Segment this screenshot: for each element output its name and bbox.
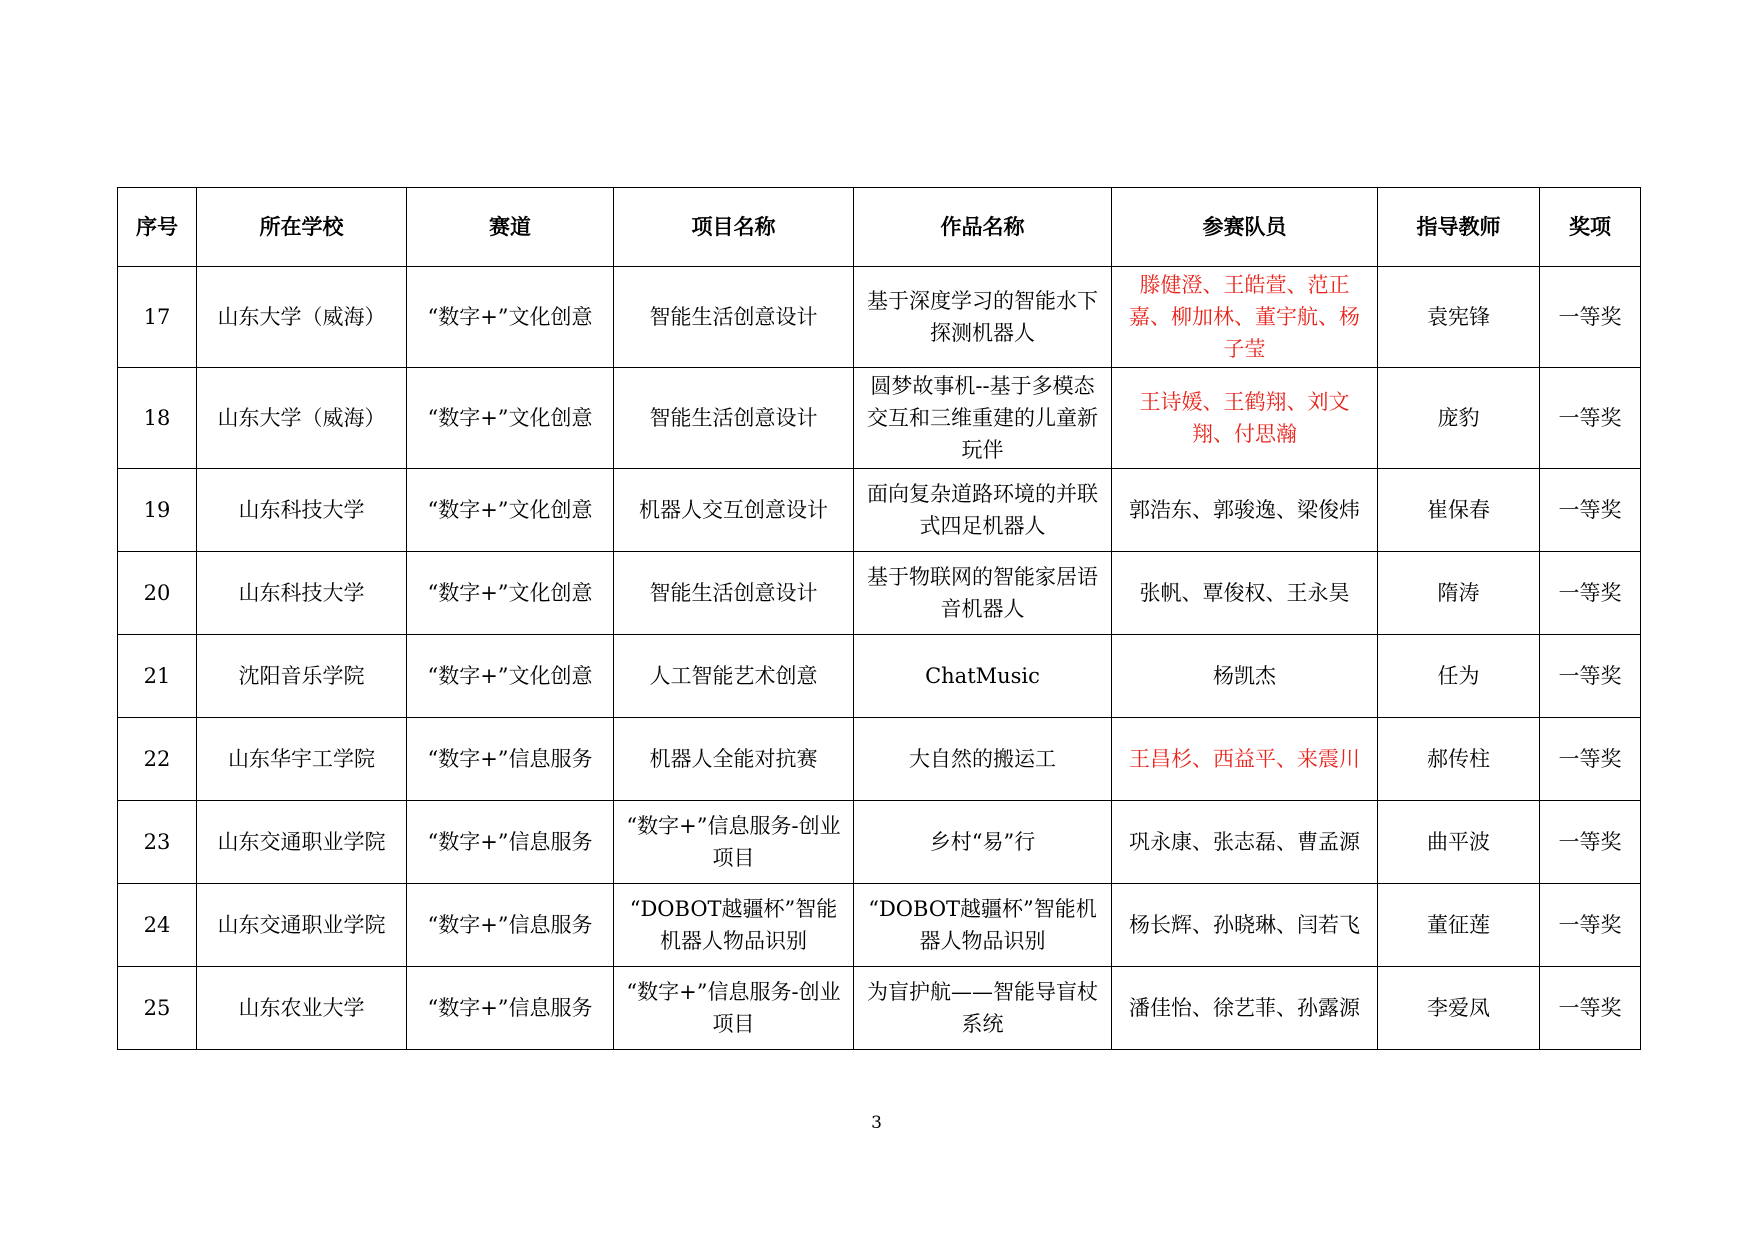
cell-award: 一等奖 (1540, 718, 1641, 801)
cell-school: 山东农业大学 (197, 967, 407, 1050)
cell-school: 沈阳音乐学院 (197, 635, 407, 718)
cell-work: 面向复杂道路环境的并联式四足机器人 (854, 469, 1112, 552)
table-row (118, 552, 1641, 635)
cell-project: 机器人全能对抗赛 (614, 718, 854, 801)
cell-work: 基于深度学习的智能水下探测机器人 (854, 267, 1112, 368)
award-table (117, 187, 1641, 1050)
cell-no: 20 (118, 552, 197, 635)
cell-teacher: 曲平波 (1378, 801, 1540, 884)
table-row (118, 884, 1641, 967)
cell-teacher: 李爱凤 (1378, 967, 1540, 1050)
cell-track: “数字+”信息服务 (407, 967, 614, 1050)
cell-school: 山东大学（威海） (197, 267, 407, 368)
cell-teacher: 隋涛 (1378, 552, 1540, 635)
cell-award: 一等奖 (1540, 267, 1641, 368)
header-award: 奖项 (1540, 188, 1641, 267)
cell-award: 一等奖 (1540, 469, 1641, 552)
cell-track: “数字+”文化创意 (407, 267, 614, 368)
table-row (118, 469, 1641, 552)
header-project: 项目名称 (614, 188, 854, 267)
header-teacher: 指导教师 (1378, 188, 1540, 267)
cell-teacher: 郝传柱 (1378, 718, 1540, 801)
cell-award: 一等奖 (1540, 635, 1641, 718)
cell-no: 21 (118, 635, 197, 718)
cell-members: 滕健澄、王皓萱、范正嘉、柳加林、董宇航、杨子莹 (1112, 267, 1378, 368)
table-row (118, 368, 1641, 469)
cell-members: 张帆、覃俊权、王永昊 (1112, 552, 1378, 635)
cell-project: 智能生活创意设计 (614, 552, 854, 635)
cell-members: 郭浩东、郭骏逸、梁俊炜 (1112, 469, 1378, 552)
cell-no: 19 (118, 469, 197, 552)
cell-track: “数字+”信息服务 (407, 718, 614, 801)
cell-no: 25 (118, 967, 197, 1050)
cell-project: 机器人交互创意设计 (614, 469, 854, 552)
cell-school: 山东交通职业学院 (197, 801, 407, 884)
cell-school: 山东交通职业学院 (197, 884, 407, 967)
cell-work: 基于物联网的智能家居语音机器人 (854, 552, 1112, 635)
cell-project: “数字+”信息服务-创业项目 (614, 967, 854, 1050)
cell-work: 圆梦故事机--基于多模态交互和三维重建的儿童新玩伴 (854, 368, 1112, 469)
cell-teacher: 董征莲 (1378, 884, 1540, 967)
cell-project: 智能生活创意设计 (614, 368, 854, 469)
cell-no: 23 (118, 801, 197, 884)
cell-teacher: 庞豹 (1378, 368, 1540, 469)
cell-members: 巩永康、张志磊、曹孟源 (1112, 801, 1378, 884)
cell-work: ChatMusic (854, 635, 1112, 718)
table-row (118, 718, 1641, 801)
cell-teacher: 任为 (1378, 635, 1540, 718)
cell-no: 22 (118, 718, 197, 801)
cell-award: 一等奖 (1540, 884, 1641, 967)
cell-project: 人工智能艺术创意 (614, 635, 854, 718)
cell-teacher: 袁宪锋 (1378, 267, 1540, 368)
cell-no: 18 (118, 368, 197, 469)
cell-no: 24 (118, 884, 197, 967)
cell-work: 大自然的搬运工 (854, 718, 1112, 801)
cell-track: “数字+”文化创意 (407, 469, 614, 552)
cell-award: 一等奖 (1540, 801, 1641, 884)
cell-members: 杨长辉、孙晓琳、闫若飞 (1112, 884, 1378, 967)
cell-project: “DOBOT越疆杯”智能机器人物品识别 (614, 884, 854, 967)
cell-project: 智能生活创意设计 (614, 267, 854, 368)
cell-track: “数字+”文化创意 (407, 368, 614, 469)
cell-school: 山东科技大学 (197, 469, 407, 552)
cell-school: 山东科技大学 (197, 552, 407, 635)
cell-school: 山东大学（威海） (197, 368, 407, 469)
cell-school: 山东华宇工学院 (197, 718, 407, 801)
cell-no: 17 (118, 267, 197, 368)
cell-project: “数字+”信息服务-创业项目 (614, 801, 854, 884)
header-track: 赛道 (407, 188, 614, 267)
cell-teacher: 崔保春 (1378, 469, 1540, 552)
cell-members: 王昌杉、西益平、来震川 (1112, 718, 1378, 801)
page-number: 3 (871, 1113, 882, 1133)
table-row (118, 967, 1641, 1050)
cell-work: 为盲护航——智能导盲杖系统 (854, 967, 1112, 1050)
table-header-row (118, 188, 1641, 267)
header-no: 序号 (118, 188, 197, 267)
cell-work: “DOBOT越疆杯”智能机器人物品识别 (854, 884, 1112, 967)
table-row (118, 801, 1641, 884)
table-row (118, 267, 1641, 368)
cell-track: “数字+”信息服务 (407, 884, 614, 967)
header-members: 参赛队员 (1112, 188, 1378, 267)
header-school: 所在学校 (197, 188, 407, 267)
cell-award: 一等奖 (1540, 552, 1641, 635)
cell-members: 潘佳怡、徐艺菲、孙露源 (1112, 967, 1378, 1050)
cell-track: “数字+”文化创意 (407, 552, 614, 635)
cell-track: “数字+”信息服务 (407, 801, 614, 884)
cell-work: 乡村“易”行 (854, 801, 1112, 884)
header-work: 作品名称 (854, 188, 1112, 267)
cell-award: 一等奖 (1540, 368, 1641, 469)
cell-members: 王诗媛、王鹤翔、刘文翔、付思瀚 (1112, 368, 1378, 469)
table-row (118, 635, 1641, 718)
cell-track: “数字+”文化创意 (407, 635, 614, 718)
cell-award: 一等奖 (1540, 967, 1641, 1050)
cell-members: 杨凯杰 (1112, 635, 1378, 718)
